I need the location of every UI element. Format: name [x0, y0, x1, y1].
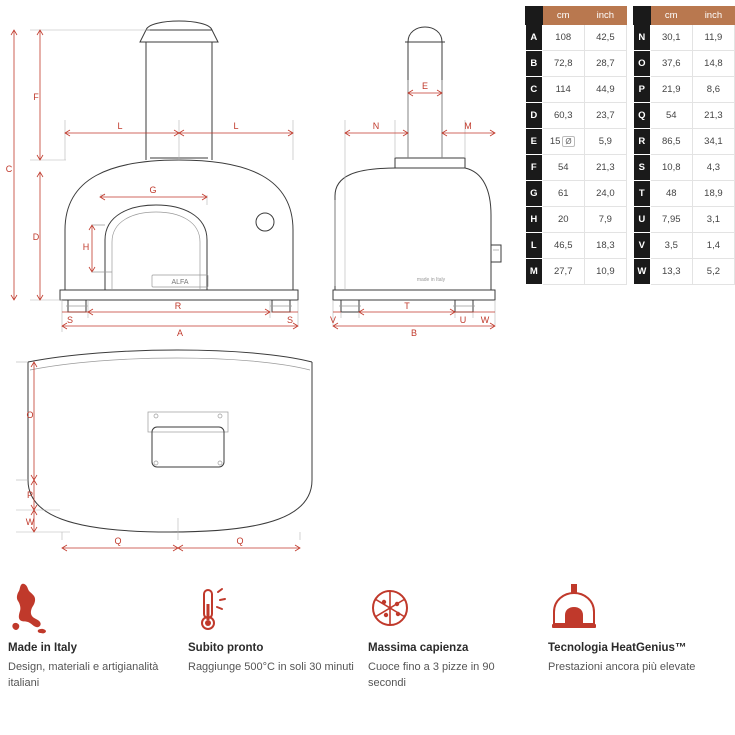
table-row [526, 155, 735, 181]
feature-text: Raggiunge 500°C in soli 30 minuti [188, 661, 354, 673]
side-oven-outline [333, 27, 501, 312]
row-letter: O [633, 51, 650, 77]
table-row [526, 51, 735, 77]
row-inch: 4,3 [692, 155, 734, 181]
row-cm: 48 [650, 181, 692, 207]
header-inch-right: inch [692, 7, 734, 25]
row-inch: 3,1 [692, 207, 734, 233]
table-row [526, 259, 735, 285]
table-row [526, 181, 735, 207]
table-row [526, 77, 735, 103]
header-inch-left: inch [584, 7, 626, 25]
feature-text: Prestazioni ancora più elevate [548, 661, 696, 673]
thermometer-icon [188, 578, 354, 634]
row-letter: C [526, 77, 543, 103]
diameter-value: 15 [549, 136, 561, 147]
row-letter: T [633, 181, 650, 207]
row-inch: 1,4 [692, 233, 734, 259]
svg-text:made in Italy: made in Italy [416, 277, 446, 283]
svg-text:O: O [26, 410, 34, 420]
row-inch: 21,3 [584, 155, 626, 181]
row-letter: D [526, 103, 543, 129]
svg-text:C: C [5, 164, 13, 174]
svg-text:N: N [372, 121, 380, 131]
row-cm: 13,3 [650, 259, 692, 285]
front-oven-outline [60, 21, 298, 312]
svg-text:P: P [26, 490, 34, 500]
svg-text:W: W [480, 315, 490, 325]
feature-subito-pronto [188, 578, 368, 692]
svg-text:L: L [233, 121, 239, 131]
pizza-slice-icon [368, 578, 534, 634]
svg-text:L: L [117, 121, 123, 131]
top-view-drawing [0, 340, 520, 580]
row-inch: 5,2 [692, 259, 734, 285]
column-gap [626, 7, 633, 25]
row-cm-diameter [542, 129, 584, 155]
svg-text:U: U [459, 315, 467, 325]
row-inch: 24,0 [584, 181, 626, 207]
row-letter: L [526, 233, 543, 259]
svg-text:V: V [329, 315, 337, 325]
row-letter: H [526, 207, 543, 233]
header-blank-right [633, 7, 650, 25]
feature-title: Made in Italy [8, 642, 78, 654]
feature-text: Design, materiali e artigianalità italiani [8, 661, 159, 689]
oven-icon [548, 578, 714, 634]
row-letter: U [633, 207, 650, 233]
row-cm: 60,3 [542, 103, 584, 129]
row-letter: M [526, 259, 543, 285]
row-letter: S [633, 155, 650, 181]
svg-text:F: F [33, 92, 39, 102]
front-dimension-lines [11, 30, 298, 329]
side-extension-lines [333, 80, 495, 325]
row-inch: 14,8 [692, 51, 734, 77]
table-row [526, 103, 735, 129]
feature-made-in-italy [8, 578, 188, 692]
svg-text:S: S [66, 315, 74, 325]
features-row [8, 578, 728, 692]
front-dimension-labels [6, 92, 293, 338]
feature-heatgenius [548, 578, 728, 692]
svg-text:W: W [25, 517, 35, 527]
side-view-drawing [315, 0, 525, 350]
row-cm: 46,5 [542, 233, 584, 259]
feature-title: Tecnologia HeatGenius™ [548, 642, 687, 654]
row-cm: 21,9 [650, 77, 692, 103]
header-cm-right: cm [650, 7, 692, 25]
row-cm: 86,5 [650, 129, 692, 155]
feature-text: Cuoce fino a 3 pizze in 90 secondi [368, 661, 495, 689]
row-inch: 42,5 [584, 25, 626, 51]
row-letter: W [633, 259, 650, 285]
side-dimension-labels [330, 81, 490, 338]
italy-map-icon [8, 578, 174, 634]
diameter-icon: Ø [562, 136, 574, 147]
svg-text:T: T [404, 301, 410, 311]
row-inch: 44,9 [584, 77, 626, 103]
row-inch: 10,9 [584, 259, 626, 285]
row-inch: 8,6 [692, 77, 734, 103]
row-cm: 114 [542, 77, 584, 103]
svg-text:E: E [421, 81, 429, 91]
row-cm: 108 [542, 25, 584, 51]
svg-text:R: R [174, 301, 182, 311]
row-inch: 11,9 [692, 25, 734, 51]
row-cm: 20 [542, 207, 584, 233]
row-inch: 18,3 [584, 233, 626, 259]
svg-text:G: G [149, 185, 157, 195]
svg-text:B: B [410, 328, 418, 338]
row-cm: 7,95 [650, 207, 692, 233]
row-inch: 7,9 [584, 207, 626, 233]
row-cm: 54 [542, 155, 584, 181]
row-inch: 23,7 [584, 103, 626, 129]
svg-text:Q: Q [236, 536, 244, 546]
svg-text:A: A [176, 328, 184, 338]
table-row [526, 207, 735, 233]
svg-text:D: D [32, 232, 40, 242]
row-letter: G [526, 181, 543, 207]
row-inch: 5,9 [584, 129, 626, 155]
row-cm: 72,8 [542, 51, 584, 77]
top-dimension-labels [26, 410, 244, 546]
row-letter: P [633, 77, 650, 103]
row-letter: N [633, 25, 650, 51]
row-letter: E [526, 129, 543, 155]
top-oven-outline [25, 350, 312, 532]
row-cm: 10,8 [650, 155, 692, 181]
feature-massima-capienza [368, 578, 548, 692]
row-letter: Q [633, 103, 650, 129]
row-inch: 34,1 [692, 129, 734, 155]
top-extension-lines [16, 362, 300, 540]
row-letter: F [526, 155, 543, 181]
row-cm: 3,5 [650, 233, 692, 259]
row-cm: 61 [542, 181, 584, 207]
row-cm: 54 [650, 103, 692, 129]
table-row [526, 233, 735, 259]
row-inch: 28,7 [584, 51, 626, 77]
header-cm-left: cm [542, 7, 584, 25]
row-letter: B [526, 51, 543, 77]
row-letter: V [633, 233, 650, 259]
svg-text:ALFA: ALFA [171, 279, 189, 286]
svg-text:H: H [82, 242, 90, 252]
svg-text:S: S [286, 315, 294, 325]
specifications-table [525, 6, 735, 285]
svg-text:Q: Q [114, 536, 122, 546]
row-inch: 18,9 [692, 181, 734, 207]
row-letter: A [526, 25, 543, 51]
table-row [526, 25, 735, 51]
feature-title: Massima capienza [368, 642, 469, 654]
row-cm: 37,6 [650, 51, 692, 77]
row-letter: R [633, 129, 650, 155]
feature-title: Subito pronto [188, 642, 264, 654]
header-blank-left [526, 7, 543, 25]
svg-text:M: M [464, 121, 472, 131]
row-cm: 27,7 [542, 259, 584, 285]
row-inch: 21,3 [692, 103, 734, 129]
table-row [526, 129, 735, 155]
row-cm: 30,1 [650, 25, 692, 51]
table-header-row [526, 7, 735, 25]
